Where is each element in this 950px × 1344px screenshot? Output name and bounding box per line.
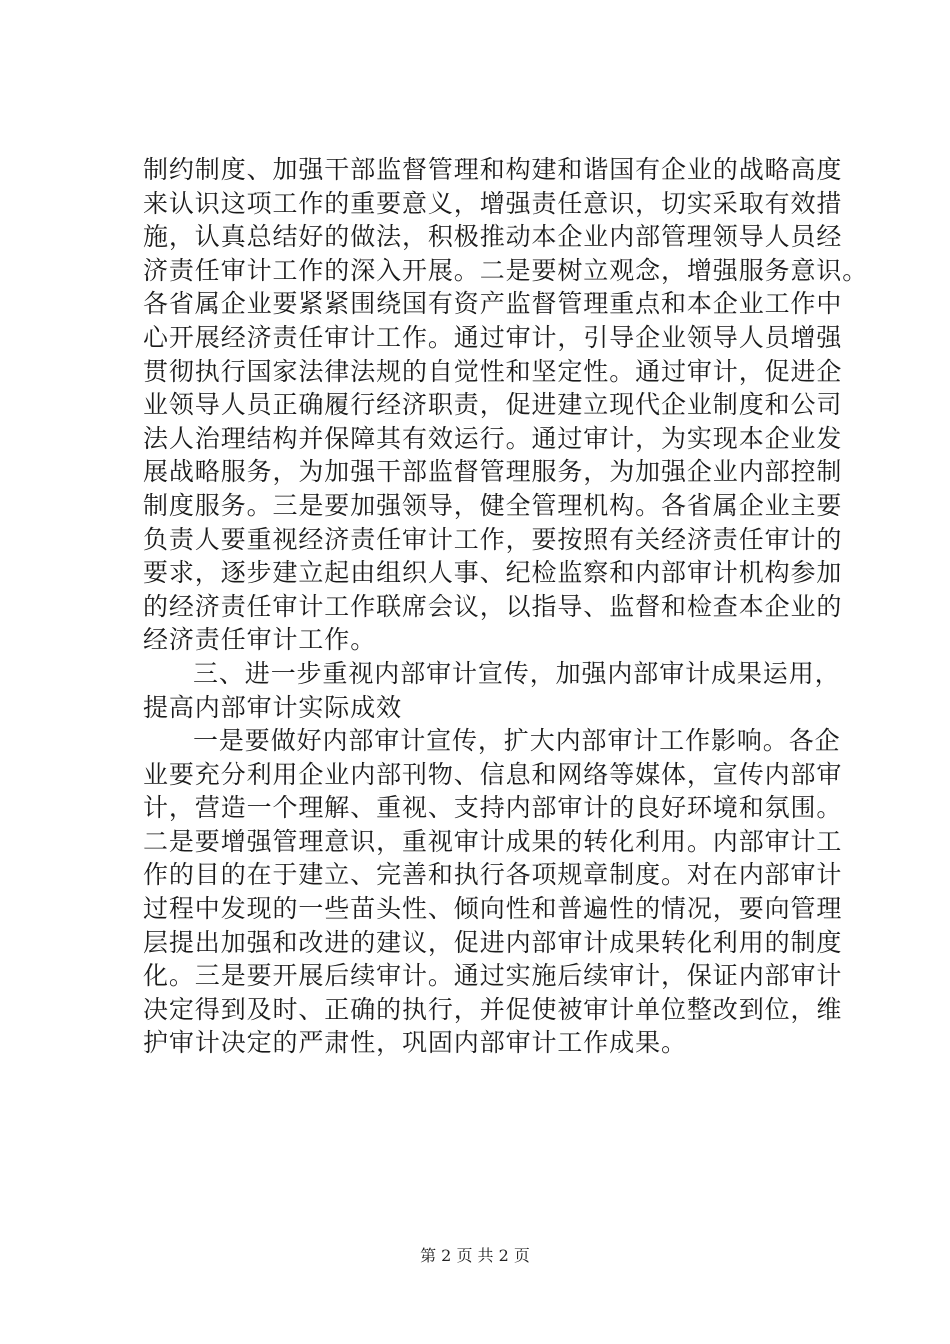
text-line: 制约制度、加强干部监督管理和构建和谐国有企业的战略高度	[143, 155, 843, 184]
text-line: 业要充分利用企业内部刊物、信息和网络等媒体，宣传内部审	[143, 759, 843, 789]
text-line: 的经济责任审计工作联席会议，以指导、监督和检查本企业的	[143, 591, 843, 621]
page-number: 第 2 页 共 2 页	[420, 1246, 530, 1265]
text-line: 施，认真总结好的做法，积极推动本企业内部管理领导人员经	[143, 222, 843, 252]
text-line: 济责任审计工作的深入开展。二是要树立观念，增强服务意识。	[143, 255, 869, 285]
text-line: 业领导人员正确履行经济职责，促进建立现代企业制度和公司	[143, 390, 843, 420]
text-line: 法人治理结构并保障其有效运行。通过审计，为实现本企业发	[143, 423, 843, 453]
text-line: 来认识这项工作的重要意义，增强责任意识，切实采取有效措	[143, 188, 843, 218]
text-line: 要求，逐步建立起由组织人事、纪检监察和内部审计机构参加	[143, 558, 843, 588]
text-line: 化。三是要开展后续审计。通过实施后续审计，保证内部审计	[143, 961, 843, 991]
text-line: 决定得到及时、正确的执行，并促使被审计单位整改到位，维	[143, 994, 843, 1024]
text-line: 护审计决定的严肃性，巩固内部审计工作成果。	[143, 1028, 687, 1058]
text-line: 贯彻执行国家法律法规的自觉性和坚定性。通过审计，促进企	[143, 356, 843, 386]
text-line: 心开展经济责任审计工作。通过审计，引导企业领导人员增强	[143, 322, 843, 352]
section-heading: 三、进一步重视内部审计宣传，加强内部审计成果运用，	[193, 658, 841, 688]
document-body	[143, 153, 869, 1060]
section-heading-continued: 提高内部审计实际成效	[143, 692, 403, 722]
text-line: 负责人要重视经济责任审计工作，要按照有关经济责任审计的	[143, 524, 843, 554]
text-line: 经济责任审计工作。	[143, 625, 377, 655]
text-line: 层提出加强和改进的建议，促进内部审计成果转化利用的制度	[143, 927, 843, 957]
text-line: 制度服务。三是要加强领导，健全管理机构。各省属企业主要	[143, 490, 843, 520]
text-line: 计，营造一个理解、重视、支持内部审计的良好环境和氛围。	[143, 793, 843, 823]
paragraph-start: 一是要做好内部审计宣传，扩大内部审计工作影响。各企	[193, 726, 841, 756]
text-line: 展战略服务，为加强干部监督管理服务，为加强企业内部控制	[143, 457, 843, 487]
text-line: 各省属企业要紧紧围绕国有资产监督管理重点和本企业工作中	[143, 289, 843, 319]
text-line: 二是要增强管理意识，重视审计成果的转化利用。内部审计工	[143, 826, 843, 856]
text-line: 过程中发现的一些苗头性、倾向性和普遍性的情况，要向管理	[143, 894, 843, 924]
text-line: 作的目的在于建立、完善和执行各项规章制度。对在内部审计	[143, 860, 843, 890]
